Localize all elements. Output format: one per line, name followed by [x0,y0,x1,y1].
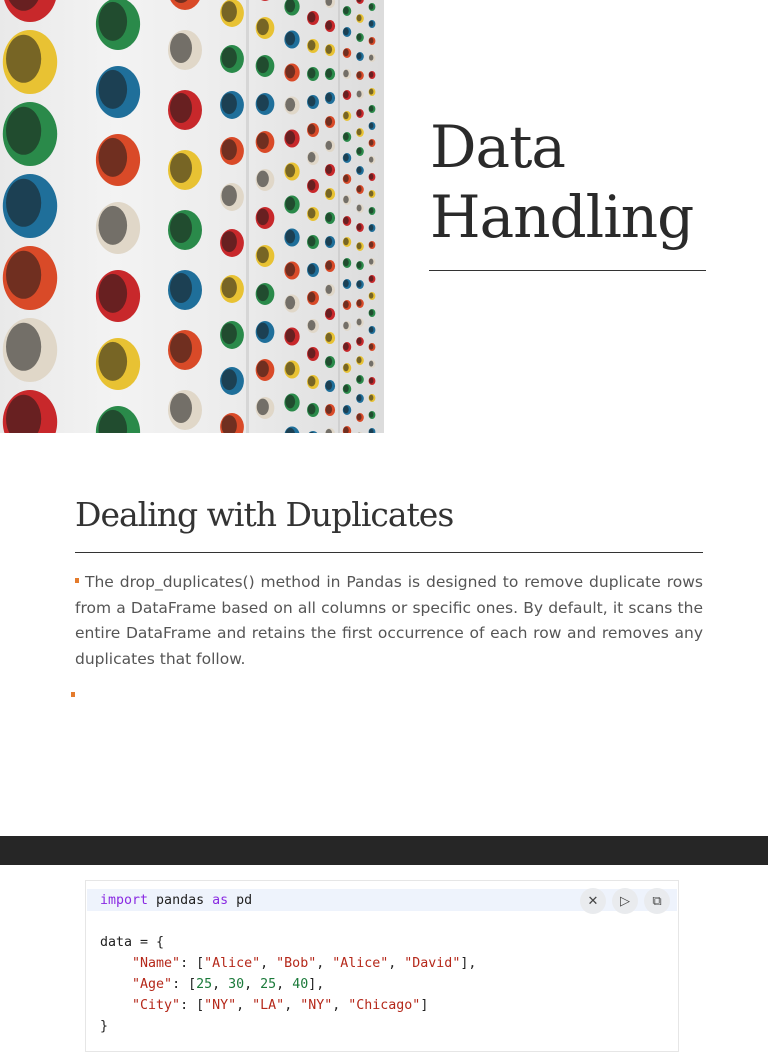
hole-shadow [326,93,333,102]
hole-shadow [285,131,295,145]
hole-shadow [285,32,295,46]
hole-shadow [326,333,333,342]
hole-shadow [357,376,362,383]
hole-shadow [343,280,349,288]
hole-shadow [222,369,237,390]
hole-shadow [285,164,295,178]
keyword: as [212,893,229,908]
hole-shadow [357,281,362,288]
hole-shadow [357,262,362,269]
hole-shadow [343,133,349,141]
hole-shadow [357,414,362,421]
hole-shadow [357,243,362,250]
copy-icon[interactable]: ⧉ [644,888,670,914]
hole-shadow [357,357,362,364]
hole-shadow [222,323,237,344]
hole-shadow [222,231,237,252]
hole-shadow [369,4,373,10]
hole-shadow [357,319,362,326]
hole-shadow [257,209,269,226]
title-line-2: Handling [430,183,694,251]
hole-shadow [308,376,316,387]
hole-shadow [308,320,316,331]
hole-shadow [257,57,269,74]
hole-shadow [99,206,128,245]
hole-shadow [343,91,349,99]
hole-shadow [369,276,373,282]
hole-shadow [343,49,349,57]
hole-shadow [257,323,269,340]
hole-shadow [257,285,269,302]
hole-shadow [308,264,316,275]
hole-shadow [308,292,316,303]
hole-shadow [369,293,373,299]
hole-shadow [326,381,333,390]
hole-shadow [222,1,237,22]
bullet-marker-icon [71,692,75,697]
hole-shadow [257,399,269,416]
hole-shadow [343,364,349,372]
hole-shadow [369,174,373,180]
section-title: Dealing with Duplicates [75,495,454,534]
hole-shadow [308,12,316,23]
hole-shadow [369,242,373,248]
hole-shadow [357,186,362,193]
hole-shadow [357,205,362,212]
hole-shadow [326,261,333,270]
hole-shadow [257,95,269,112]
hole-shadow [369,395,373,401]
hole-shadow [369,412,373,418]
hole-shadow [285,329,295,343]
hole-shadow [369,106,373,112]
hole-rim [256,0,275,1]
duplicates-slide [0,433,768,836]
hole-shadow [343,70,349,78]
hole-shadow [308,404,316,415]
hole-shadow [357,15,362,22]
hole-shadow [357,129,362,136]
hole-shadow [257,247,269,264]
hole-shadow [357,395,362,402]
hole-shadow [357,148,362,155]
holes-pattern [0,0,384,433]
slide-separator-band [0,836,768,865]
hole-shadow [369,327,373,333]
hole-shadow [343,343,349,351]
slide-title [430,112,750,252]
hole-shadow [326,189,333,198]
cell-toolbar [580,888,670,914]
hole-shadow [285,98,295,112]
hole-shadow [357,167,362,174]
hole-shadow [369,123,373,129]
hole-shadow [357,110,362,117]
hole-shadow [343,406,349,414]
hole-shadow [285,263,295,277]
hole-shadow [99,138,128,177]
hole-shadow [369,378,373,384]
hole-shadow [326,405,333,414]
hole-shadow [369,21,373,27]
hole-shadow [357,224,362,231]
hole-shadow [170,393,192,423]
hole-shadow [343,175,349,183]
code-cell[interactable] [85,880,679,1052]
close-icon[interactable]: ✕ [580,888,606,914]
hole-shadow [369,89,373,95]
hole-shadow [222,277,237,298]
hole-shadow [222,139,237,160]
hole-shadow [326,69,333,78]
hole-shadow [308,40,316,51]
hole-shadow [308,180,316,191]
hole-shadow [99,2,128,41]
hole-shadow [369,38,373,44]
hole-shadow [343,217,349,225]
colorful-holes-image [0,0,384,433]
hole-shadow [257,171,269,188]
title-slide [0,0,768,433]
hole-shadow [257,133,269,150]
hole-shadow [369,157,373,163]
hole-shadow [357,300,362,307]
hole-shadow [343,7,349,15]
title-divider [429,270,706,271]
hole-shadow [326,309,333,318]
hole-shadow [369,55,373,61]
hole-shadow [6,107,41,155]
hole-shadow [357,72,362,79]
hole-shadow [326,117,333,126]
hole-shadow [6,251,41,299]
hole-shadow [343,238,349,246]
hole-shadow [285,65,295,79]
hole-shadow [357,34,362,41]
hole-shadow [308,152,316,163]
hole-shadow [369,361,373,367]
hole-shadow [369,191,373,197]
hole-shadow [308,208,316,219]
hole-shadow [285,230,295,244]
hole-shadow [343,112,349,120]
bullet-item [75,570,703,672]
hole-shadow [99,274,128,313]
hole-shadow [170,273,192,303]
section-divider [75,552,703,553]
hole-shadow [326,285,333,294]
hole-shadow [343,385,349,393]
hole-shadow [222,47,237,68]
title-line-1: Data [430,113,565,181]
hole-shadow [343,259,349,267]
hole-shadow [6,35,41,83]
hole-shadow [357,338,362,345]
hole-shadow [285,296,295,310]
hole-shadow [369,140,373,146]
hole-shadow [222,93,237,114]
hole-shadow [170,153,192,183]
code-slide [0,865,768,1034]
hole-shadow [343,322,349,330]
hole-shadow [369,310,373,316]
hole-shadow [369,72,373,78]
hole-shadow [369,208,373,214]
bullet-item-empty [75,692,703,704]
hole-shadow [326,213,333,222]
hole-shadow [308,348,316,359]
hole-shadow [170,213,192,243]
hole-shadow [99,342,128,381]
hole-shadow [308,96,316,107]
hole-shadow [369,344,373,350]
code-block[interactable]: import pandas as pd data = { "Name": ["Alice", "Bob", "Alice", "David"], "Age": [25, 30, 25, 40], "City": ["NY", "LA", "NY", "Chicago"] } [100,893,477,1034]
hole-shadow [170,333,192,363]
hole-shadow [326,141,333,150]
hole-shadow [326,45,333,54]
hole-shadow [285,197,295,211]
hole-shadow [170,93,192,123]
hole-shadow [170,33,192,63]
play-icon[interactable]: ▷ [612,888,638,914]
hole-shadow [343,301,349,309]
hole-shadow [99,70,128,109]
hole-shadow [308,68,316,79]
hole-shadow [343,196,349,204]
hole-shadow [343,28,349,36]
hole-shadow [326,237,333,246]
bullet-marker-icon [75,578,79,583]
hole-shadow [357,53,362,60]
hole-shadow [6,179,41,227]
keyword: import [100,893,149,908]
hole-shadow [326,357,333,366]
hole-shadow [6,323,41,371]
hole-shadow [285,362,295,376]
hole-shadow [257,19,269,36]
hole-shadow [222,185,237,206]
hole-shadow [326,21,333,30]
hole-shadow [369,259,373,265]
hole-shadow [308,236,316,247]
bullet-list [75,570,703,704]
hole-shadow [285,395,295,409]
hole-shadow [357,91,362,98]
hole-shadow [308,124,316,135]
bullet-text: The drop_duplicates() method in Pandas is designed to remove duplicate rows from a DataFrame based on all columns or specific ones. By default, it scans the entire DataFrame and retains the first occurrence of each row and removes any duplicates that follow. [75,573,703,668]
hole-shadow [326,165,333,174]
hole-shadow [369,225,373,231]
hole-shadow [257,361,269,378]
hole-shadow [343,154,349,162]
